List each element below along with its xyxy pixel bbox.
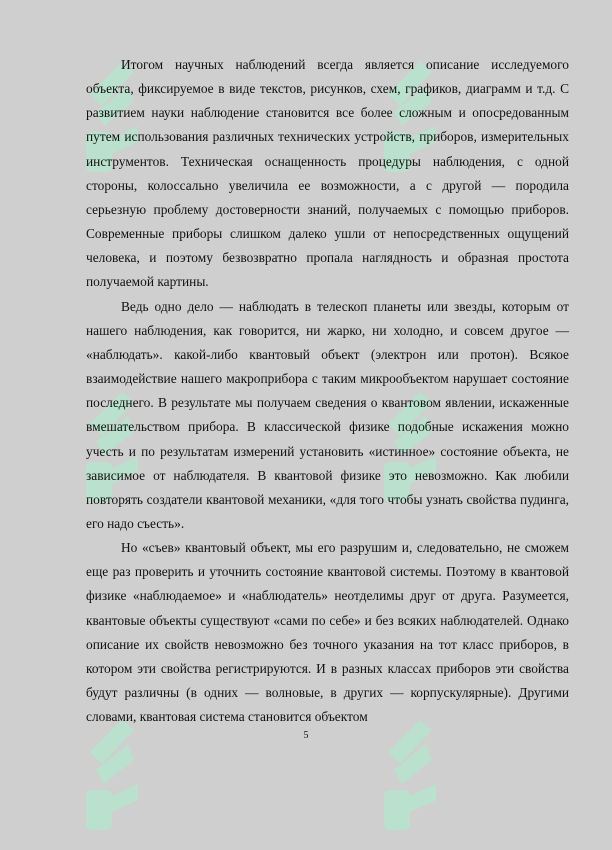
paragraph: Ведь одно дело — наблюдать в телескоп планеты или звезды, которым от нашего наблюдения, как говорится, ни жарко, ни холодно, и совсем другое — «наблюдать». какой-либо квантовый объект (электрон или протон). Всякое взаимодействие нашего макроприбора с таким микрообъектом нарушает состояние последнего. В результате мы получаем сведения о квантовом явлении, искаженные вмешательством прибора. В классической физике подобные искажения можно учесть и по результатам измерений установить «истинное» состояние объекта, не зависимое от наблюдателя. В квантовой физике это невозможно. Как любили повторять создатели квантовой механики, «для того чтобы узнать свойства пудинга, его надо съесть». (86, 298, 569, 531)
paragraph: Но «съев» квантовый объект, мы его разрушим и, следовательно, не сможем еще раз проверить и уточнить состояние квантовой системы. Поэтому в квантовой физике «наблюдаемое» и «наблюдатель» неотделимы друг от друга. Разумеется, квантовые объекты существуют «сами по себе» и без всяких наблюдателей. Однако описание их свойств невозможно без точного указания на тот класс приборов, в котором эти свойства регистрируются. И в разных классах приборов эти свойства будут различны (в одних — волновые, в других — корпускулярные). Другими словами, квантовая система становится объектом (86, 540, 569, 725)
page-number: 5 (303, 730, 309, 741)
paragraph: Итогом научных наблюдений всегда является описание исследуемого объекта, фиксируемое в виде текстов, рисунков, схем, графиков, диаграмм и т.д. С развитием науки наблюдение становится все более сложным и опосредованным путем использования различных технических устройств, приборов, измерительных инструментов. Техническая оснащенность процедуры наблюдения, с одной стороны, колоссально увеличила ее возможности, а с другой — породила серьезную проблему достоверности знаний, получаемых с помощью приборов. Современные приборы слишком далеко ушли от непосредственных ощущений человека, и поэтому безвозвратно пропала наглядность и образная простота получаемой картины. (86, 57, 569, 290)
document-body (86, 53, 569, 729)
